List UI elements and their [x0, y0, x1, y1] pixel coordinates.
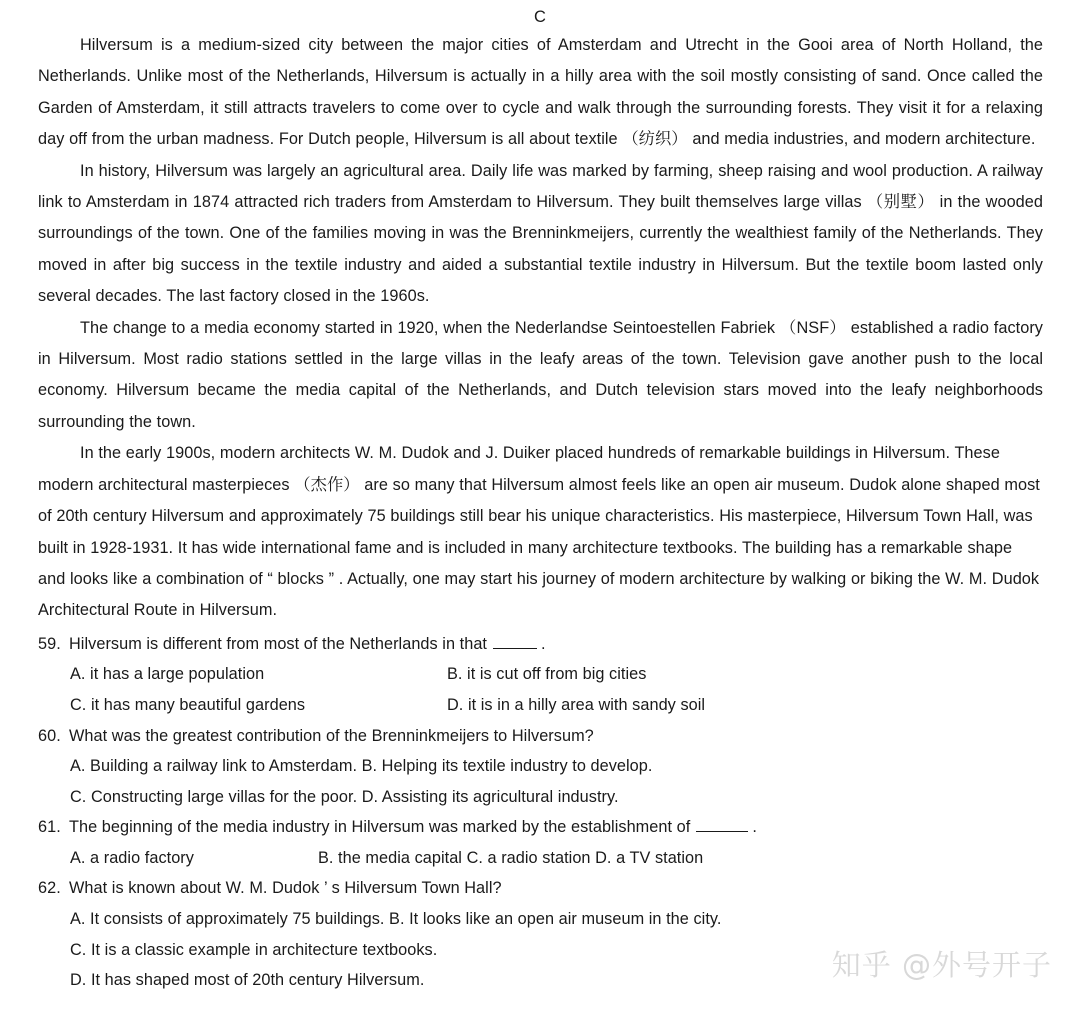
- question-59-blank[interactable]: [493, 636, 537, 649]
- reading-passage: [0, 30, 1080, 627]
- question-62: [38, 873, 1043, 904]
- option-62-b[interactable]: B. It looks like an open air museum in the city.: [389, 910, 722, 929]
- question-61-blank[interactable]: [696, 819, 748, 832]
- question-60-number: 60.: [38, 726, 61, 745]
- zhihu-watermark: 知乎 @外号开子: [831, 948, 1052, 982]
- passage-paragraph-1: Hilversum is a medium-sized city between the major cities of Amsterdam and Utrecht in the Gooi area of North Holland, the Netherlands. Unlike most of the Netherlands, Hilversum is actually in a hilly area with the soil mostly consisting of sand. Once called the Garden of Amsterdam, it still attracts travelers to come over to cycle and walk through the surrounding forests. They visit it for a relaxing day off from the urban madness. For Dutch people, Hilversum is all about textile （纺织） and media industries, and modern architecture.: [38, 36, 1043, 149]
- question-61-stem-tail: .: [752, 818, 757, 837]
- question-61-options-row-1: [38, 843, 1043, 874]
- option-62-d[interactable]: D. It has shaped most of 20th century Hilversum.: [70, 971, 425, 990]
- option-59-d[interactable]: D. it is in a hilly area with sandy soil: [447, 695, 706, 714]
- question-61: [38, 812, 1043, 843]
- option-60-c[interactable]: C. Constructing large villas for the poor.: [70, 787, 358, 806]
- question-62-options-row-1: [38, 904, 1043, 935]
- option-60-d[interactable]: D. Assisting its agricultural industry.: [361, 787, 619, 806]
- passage-paragraph-3: The change to a media economy started in 1920, when the Nederlandse Seintoestellen Fabriek （NSF） established a radio factory in Hilversum. Most radio stations settled in the large villas in the leafy areas of the town. Television gave another push to the local economy. Hilversum became the media capital of the Netherlands, and Dutch television stars moved into the leafy neighborhoods surrounding the town.: [38, 318, 1043, 431]
- option-59-c[interactable]: C. it has many beautiful gardens: [70, 695, 306, 714]
- question-60-options-row-2: [38, 782, 1043, 813]
- question-59: [38, 629, 1043, 660]
- question-60: [38, 721, 1043, 752]
- question-60-stem: What was the greatest contribution of the Brenninkmeijers to Hilversum?: [69, 726, 594, 745]
- passage-paragraph-2: In history, Hilversum was largely an agricultural area. Daily life was marked by farming, sheep raising and wool production. A railway link to Amsterdam in 1874 attracted rich traders from Amsterdam to Hilversum. They built themselves large villas （别墅） in the wooded surroundings of the town. One of the families moving in was the Brenninkmeijers, currently the wealthiest family of the Netherlands. They moved in after big success in the textile industry and aided a substantial textile industry in Hilversum. But the textile boom lasted only several decades. The last factory closed in the 1960s.: [38, 161, 1043, 306]
- section-label: C: [533, 8, 547, 26]
- option-62-c[interactable]: C. It is a classic example in architecture textbooks.: [70, 940, 438, 959]
- passage-paragraph-4: In the early 1900s, modern architects W. M. Dudok and J. Duiker placed hundreds of remarkable buildings in Hilversum. These modern architectural masterpieces （杰作） are so many that Hilversum almost feels like an open air museum. Dudok alone shaped most of 20th century Hilversum and approximately 75 buildings still bear his unique characteristics. His masterpiece, Hilversum Town Hall, was built in 1928-1931. It has wide international fame and is included in many architecture textbooks. The building has a remarkable shape and looks like a combination of “ blocks ” . Actually, one may start his journey of modern architecture by walking or biking the W. M. Dudok Architectural Route in Hilversum.: [38, 444, 1040, 620]
- question-62-number: 62.: [38, 879, 61, 898]
- question-59-options-row-2: [38, 690, 1043, 721]
- question-60-options-row-1: [38, 751, 1043, 782]
- option-61-a[interactable]: A. a radio factory: [70, 848, 194, 867]
- question-59-stem: Hilversum is different from most of the Netherlands in that: [69, 634, 487, 653]
- option-61-b[interactable]: B. the media capital: [317, 848, 462, 867]
- question-62-options-row-3: [38, 965, 1043, 996]
- option-59-b[interactable]: B. it is cut off from big cities: [447, 665, 647, 684]
- option-61-c[interactable]: C. a radio station: [466, 848, 591, 867]
- option-62-a[interactable]: A. It consists of approximately 75 buildings.: [70, 910, 385, 929]
- question-62-options-row-2: [38, 935, 1043, 966]
- option-60-a[interactable]: A. Building a railway link to Amsterdam.: [70, 757, 358, 776]
- option-60-b[interactable]: B. Helping its textile industry to develop.: [361, 757, 653, 776]
- option-59-a[interactable]: A. it has a large population: [70, 665, 265, 684]
- question-59-stem-tail: .: [541, 634, 546, 653]
- question-61-number: 61.: [38, 818, 61, 837]
- question-62-stem: What is known about W. M. Dudok ’ s Hilversum Town Hall?: [69, 879, 502, 898]
- option-61-d[interactable]: D. a TV station: [595, 848, 704, 867]
- questions-list: [0, 627, 1080, 996]
- question-59-number: 59.: [38, 634, 61, 653]
- question-61-stem: The beginning of the media industry in Hilversum was marked by the establishment of: [69, 818, 691, 837]
- question-59-options-row-1: [38, 659, 1043, 690]
